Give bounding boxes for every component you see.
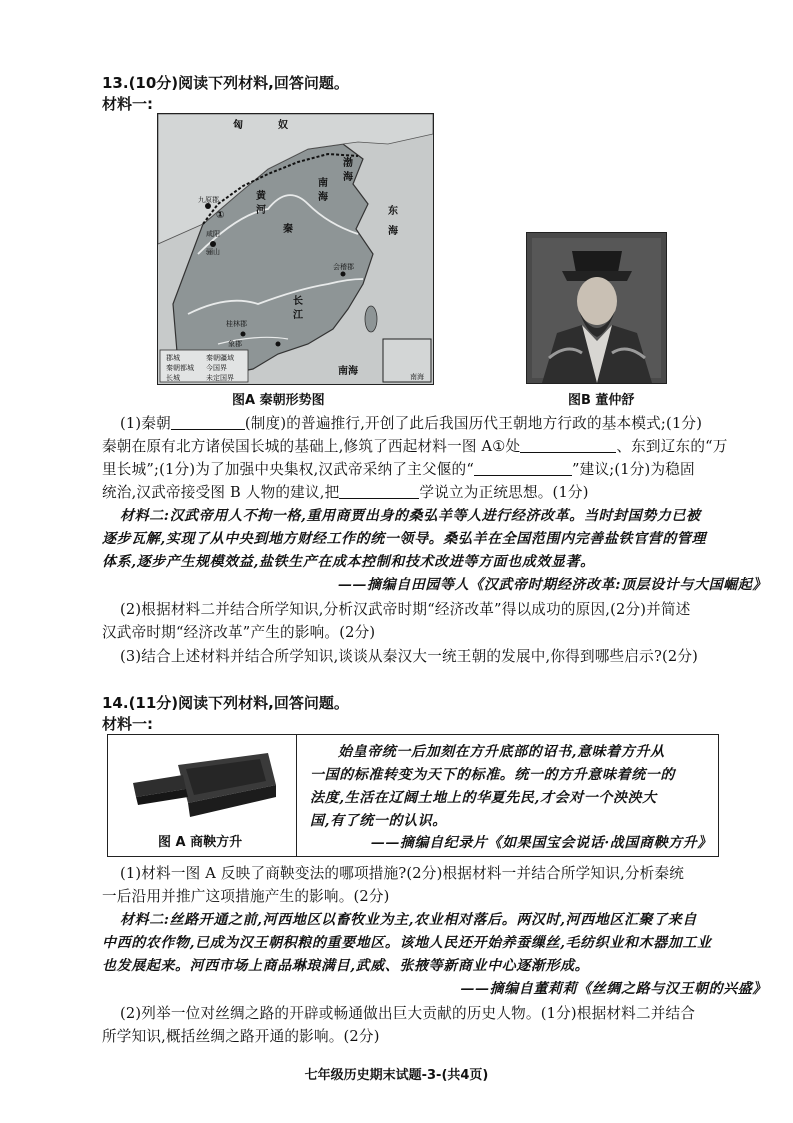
q13-material2-line3: 体系,逐步产生规模效益,盐铁生产在成本控制和技术改进等方面也成效显著。 [102, 554, 595, 570]
map-label-xiongnu-a: 匈 [233, 120, 243, 131]
map-label-jiang-a: 长 [293, 296, 303, 307]
map-marker-1: ① [216, 210, 225, 221]
map-legend-6: 未定国界 [206, 374, 234, 382]
map-label-jiang-b: 江 [293, 310, 303, 321]
q13-p1-line2: 秦朝在原有北方诸侯国长城的基础上,修筑了西起材料一图 A①处 、东到辽东的“万 [102, 438, 728, 455]
q13-p2-line2: 汉武帝时期“经济改革”产生的影响。(2分) [102, 624, 376, 641]
dong-zhongshu-portrait [526, 232, 667, 384]
q13-material1-label: 材料一: [102, 95, 153, 113]
map-legend-2: 秦朝都城 [166, 364, 194, 372]
blank-zhufuyan-policy[interactable] [474, 461, 572, 476]
q13-material2-source: ——摘编自田园等人《汉武帝时期经济改革:顶层设计与大国崛起》 [337, 577, 767, 593]
q13-material2-line1: 材料二:汉武帝用人不拘一格,重用商贾出身的桑弘羊等人进行经济改革。当时封国势力已被 [120, 508, 701, 524]
map-label-hai-east: 海 [388, 226, 398, 237]
map-label-xiongnu-b: 奴 [278, 120, 288, 131]
map-label-nanhai-a: 南 [318, 178, 328, 189]
q14-p1-line2: 一后沿用并推广这项措施产生的影响。(2分) [102, 888, 390, 905]
map-label-jiuyuan: 九原郡 [198, 196, 219, 204]
q14-p2-line1: (2)列举一位对丝绸之路的开辟或畅通做出巨大贡献的历史人物。(1分)根据材料二并结合 [120, 1005, 696, 1022]
map-label-he-a: 黄 [256, 191, 266, 202]
q13-p1-line3: 里长城”;(1分)为了加强中央集权,汉武帝采纳了主父偃的“ ”建议;(1分)为稳固 [102, 461, 695, 478]
q14-p1-line1: (1)材料一图 A 反映了商鞅变法的哪项措施?(2分)根据材料一并结合所学知识,分析秦统 [120, 865, 685, 882]
q14-box-line1: 始皇帝统一后加刻在方升底部的诏书,意味着方升从 [338, 744, 665, 760]
map-label-guilin: 桂林郡 [226, 320, 247, 328]
map-label-bohai-b: 海 [343, 172, 353, 183]
q14-material2-source: ——摘编自董莉莉《丝绸之路与汉王朝的兴盛》 [460, 981, 767, 997]
q13-p3: (3)结合上述材料并结合所学知识,谈谈从秦汉大一统王朝的发展中,你得到哪些启示?(2分) [120, 648, 699, 665]
q14-material1-label: 材料一: [102, 715, 153, 733]
portrait-caption: 图B 董仲舒 [568, 393, 635, 408]
q14-material2-line2: 中西的农作物,已成为汉王朝积粮的重要地区。该地人民还开始养蚕缫丝,毛纺织业和木器加工业 [102, 935, 712, 951]
map-label-he-b: 河 [256, 205, 266, 216]
map-legend-1: 郡城 [166, 354, 180, 362]
map-label-xianyang: 咸阳 [206, 230, 220, 238]
q14-material2-line3: 也发展起来。河西市场上商品琳琅满目,武威、张掖等新商业中心逐渐形成。 [102, 958, 590, 974]
blank-wall-start[interactable] [520, 438, 616, 453]
map-legend-5: 今国界 [206, 364, 227, 372]
q14-box-line3: 法度,生活在辽阔土地上的华夏先民,才会对一个泱泱大 [310, 790, 657, 806]
q14-material1-box [107, 734, 719, 857]
q13-p1-line1: (1)秦朝 (制度)的普遍推行,开创了此后我国历代王朝地方行政的基本模式;(1分) [120, 415, 703, 432]
q13-material2-line2: 逐步瓦解,实现了从中央到地方财经工作的统一领导。桑弘羊在全国范围内完善盐铁官营的管理 [102, 531, 707, 547]
map-label-nanhai-b: 海 [318, 192, 328, 203]
blank-doctrine[interactable] [339, 484, 419, 499]
map-label-lishan: 骊山 [206, 248, 220, 256]
q14-p2-line2: 所学知识,概括丝绸之路开通的影响。(2分) [102, 1028, 380, 1045]
map-caption: 图A 秦朝形势图 [232, 393, 325, 408]
map-label-kuaiji: 会稽郡 [333, 263, 354, 271]
map-label-nanhai-sea: 南海 [338, 366, 358, 377]
map-label-xiangjun: 象郡 [228, 340, 242, 348]
map-label-qin: 秦 [283, 224, 293, 235]
map-inset-label: 南海 [410, 373, 424, 381]
map-legend-3: 长城 [166, 374, 180, 382]
q13-heading: 13.(10分)阅读下列材料,回答问题。 [102, 74, 349, 92]
q14-box-source: ——摘编自纪录片《如果国宝会说话·战国商鞅方升》 [370, 835, 712, 851]
q14-heading: 14.(11分)阅读下列材料,回答问题。 [102, 694, 349, 712]
shang-yang-measure-image [128, 745, 278, 825]
page-footer: 七年级历史期末试题-3-(共4页) [304, 1068, 489, 1083]
map-label-bohai-a: 渤 [343, 158, 353, 169]
map-legend-4: 秦朝疆域 [206, 354, 234, 362]
q14-box-line4: 国,有了统一的认识。 [310, 813, 447, 829]
map-label-dong: 东 [388, 206, 398, 217]
q13-p1-line4: 统治,汉武帝接受图 B 人物的建议,把 学说立为正统思想。(1分) [102, 484, 589, 501]
q14-image-caption: 图 A 商鞅方升 [158, 835, 243, 850]
q13-p2-line1: (2)根据材料二并结合所学知识,分析汉武帝时期“经济改革”得以成功的原因,(2分)并简述 [120, 601, 691, 618]
qin-map-figure [157, 113, 434, 385]
q14-box-line2: 一国的标准转变为天下的标准。统一的方升意味着统一的 [310, 767, 675, 783]
q14-material2-line1: 材料二:丝路开通之前,河西地区以畜牧业为主,农业相对落后。两汉时,河西地区汇聚了来自 [120, 912, 697, 928]
blank-system[interactable] [171, 415, 245, 430]
